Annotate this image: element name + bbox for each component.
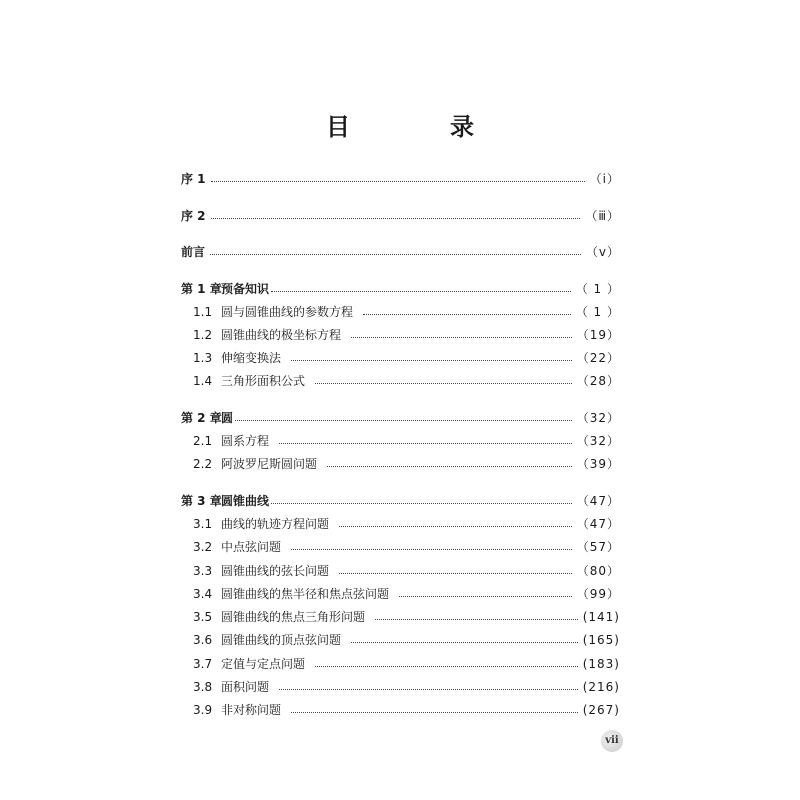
section-title: 三角形面积公式: [221, 374, 306, 388]
section-number: 1.2: [193, 328, 213, 342]
toc-section-3-6[interactable]: [193, 631, 620, 649]
section-title: 圆锥曲线的极坐标方程: [221, 328, 342, 342]
toc-entry-page: （ⅲ）: [585, 209, 620, 223]
toc-section-1-1[interactable]: [193, 303, 620, 321]
section-number: 3.9: [193, 703, 213, 717]
dot-leader: [210, 254, 581, 255]
section-title: 中点弦问题: [221, 540, 282, 554]
dot-leader: [339, 526, 572, 527]
toc-entry-page: （32）: [576, 411, 620, 425]
toc-entry-label: 序 2: [181, 209, 206, 223]
section-number: 3.3: [193, 564, 213, 578]
section-number: 3.8: [193, 680, 213, 694]
dot-leader: [211, 218, 581, 219]
page-title: 目 录: [326, 113, 512, 141]
dot-leader: [279, 689, 578, 690]
toc-entry-page: （47）: [576, 517, 620, 531]
dot-leader: [291, 360, 572, 361]
dot-leader: [291, 712, 578, 713]
toc-section-3-8[interactable]: [193, 678, 620, 696]
toc-entry-page: （ⅴ）: [585, 245, 620, 259]
dot-leader: [399, 596, 572, 597]
toc-section-3-9[interactable]: [193, 701, 620, 719]
dot-leader: [315, 666, 578, 667]
section-number: 3.1: [193, 517, 213, 531]
chapter-number: 第 3 章: [181, 494, 222, 508]
toc-entry-page: （47）: [576, 494, 620, 508]
section-number: 3.2: [193, 540, 213, 554]
toc-chapter-2[interactable]: [181, 409, 620, 427]
toc-section-3-5[interactable]: [193, 608, 620, 626]
chapter-title: 圆锥曲线: [221, 494, 270, 508]
chapter-number: 第 1 章: [181, 282, 222, 296]
section-title: 圆系方程: [221, 434, 270, 448]
dot-leader: [351, 337, 572, 338]
chapter-title: 圆: [221, 411, 234, 425]
toc-entry-page: （39）: [576, 457, 620, 471]
toc-entry-page: (267): [582, 703, 620, 717]
section-number: 3.7: [193, 657, 213, 671]
toc-section-3-7[interactable]: [193, 655, 620, 673]
toc-entry-page: （22）: [576, 351, 620, 365]
page-number-badge: ⅶ: [601, 730, 623, 752]
toc-section-3-2[interactable]: [193, 538, 620, 556]
toc-section-1-4[interactable]: [193, 372, 620, 390]
toc-entry-page: （ 1 ）: [575, 305, 620, 319]
chapter-title: 预备知识: [221, 282, 270, 296]
toc-entry-page: （ 1 ）: [575, 282, 620, 296]
toc-entry-page: (183): [582, 657, 620, 671]
toc-entry-page: (165): [582, 633, 620, 647]
toc-entry-page: (141): [582, 610, 620, 624]
toc-section-1-3[interactable]: [193, 349, 620, 367]
toc-section-3-4[interactable]: [193, 585, 620, 603]
section-title: 圆锥曲线的焦点三角形问题: [221, 610, 366, 624]
toc-entry-page: （32）: [576, 434, 620, 448]
section-number: 2.2: [193, 457, 213, 471]
toc-entry-page: （ⅰ）: [589, 172, 620, 186]
section-number: 3.5: [193, 610, 213, 624]
dot-leader: [271, 503, 572, 504]
section-title: 圆锥曲线的顶点弦问题: [221, 633, 342, 647]
section-title: 定值与定点问题: [221, 657, 306, 671]
toc-section-2-2[interactable]: [193, 455, 620, 473]
dot-leader: [315, 383, 572, 384]
section-number: 1.4: [193, 374, 213, 388]
dot-leader: [291, 549, 572, 550]
dot-leader: [211, 181, 585, 182]
section-title: 圆锥曲线的弦长问题: [221, 564, 330, 578]
toc-section-2-1[interactable]: [193, 432, 620, 450]
toc-entry-page: （57）: [576, 540, 620, 554]
toc-entry-page: （28）: [576, 374, 620, 388]
toc-entry-page: （19）: [576, 328, 620, 342]
toc-entry-preface-1[interactable]: [181, 170, 620, 188]
section-title: 圆锥曲线的焦半径和焦点弦问题: [221, 587, 390, 601]
toc-chapter-3[interactable]: [181, 492, 620, 510]
dot-leader: [235, 420, 572, 421]
section-title: 曲线的轨迹方程问题: [221, 517, 330, 531]
section-number: 3.4: [193, 587, 213, 601]
section-number: 2.1: [193, 434, 213, 448]
section-title: 面积问题: [221, 680, 270, 694]
dot-leader: [363, 314, 571, 315]
toc-entry-label: 前言: [181, 245, 206, 259]
dot-leader: [279, 443, 572, 444]
toc-section-3-3[interactable]: [193, 562, 620, 580]
section-title: 非对称问题: [221, 703, 282, 717]
toc-entry-page: (216): [582, 680, 620, 694]
toc-entry-page: （80）: [576, 564, 620, 578]
dot-leader: [375, 619, 578, 620]
chapter-number: 第 2 章: [181, 411, 222, 425]
section-number: 1.3: [193, 351, 213, 365]
toc-section-1-2[interactable]: [193, 326, 620, 344]
toc-entry-preface-2[interactable]: [181, 207, 620, 225]
toc-entry-page: （99）: [576, 587, 620, 601]
section-number: 3.6: [193, 633, 213, 647]
dot-leader: [339, 573, 572, 574]
section-title: 圆与圆锥曲线的参数方程: [221, 305, 354, 319]
dot-leader: [327, 466, 572, 467]
toc-entry-label: 序 1: [181, 172, 206, 186]
section-title: 阿波罗尼斯圆问题: [221, 457, 318, 471]
toc-chapter-1[interactable]: [181, 280, 620, 298]
toc-section-3-1[interactable]: [193, 515, 620, 533]
section-number: 1.1: [193, 305, 213, 319]
section-title: 伸缩变换法: [221, 351, 282, 365]
dot-leader: [271, 291, 571, 292]
toc-entry-foreword[interactable]: [181, 243, 620, 261]
dot-leader: [351, 642, 578, 643]
